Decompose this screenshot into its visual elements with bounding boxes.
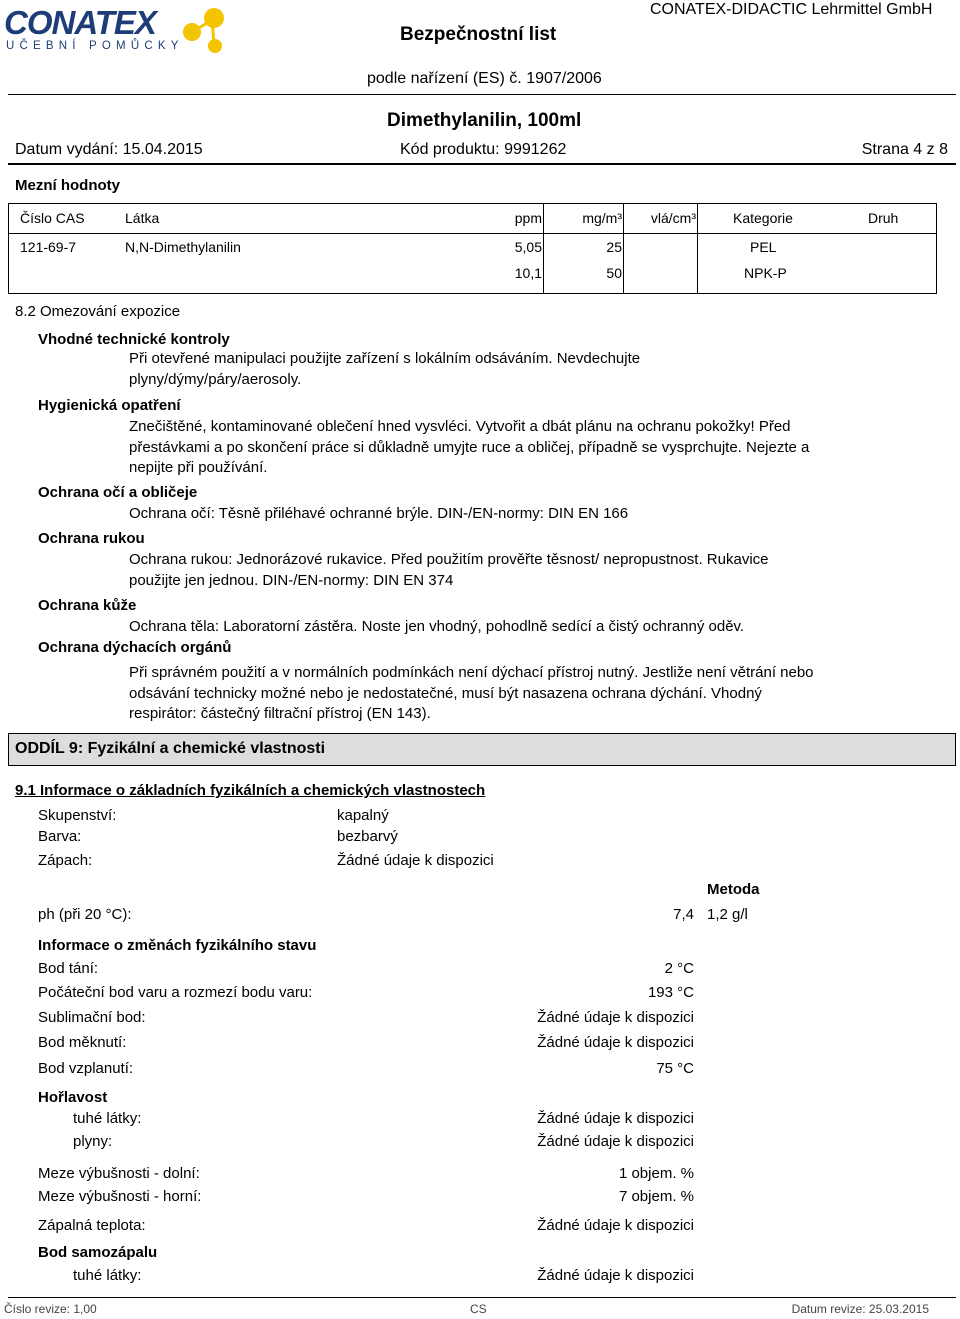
uel-value: 7 objem. % [618, 1188, 694, 1205]
col-divider [623, 204, 624, 293]
color-value: bezbarvý [337, 828, 398, 845]
soft-value: Žádné údaje k dispozici [537, 1034, 694, 1051]
section91-title: 9.1 Informace o základních fyzikálních a chemických vlastnostech [15, 782, 486, 799]
lel-label: Meze výbušnosti - dolní: [38, 1165, 200, 1182]
ph-label: ph (při 20 °C): [38, 906, 132, 923]
header-bottom-rule [8, 163, 956, 165]
cas-number: 121-69-7 [20, 239, 77, 255]
footer-divider [8, 1297, 956, 1298]
category-value: NPK-P [744, 265, 787, 281]
self-solid-label: tuhé látky: [73, 1267, 142, 1284]
ignition-label: Zápalná teplota: [38, 1217, 146, 1234]
resp-text: Při správném použití a v normálních podmínkách není dýchací přístroj nutný. Jestliže není větrání nebo odsávání technicky možné nebo je nedostatečné, musí být nasazena ochrana dýchání. Vhodný respirátor: částečný filtrační přístroj (EN 143). [129, 664, 814, 722]
subl-value: Žádné údaje k dispozici [537, 1009, 694, 1026]
col-header-mg: mg/m³ [582, 210, 622, 226]
method-header: Metoda [707, 881, 760, 898]
hygiene-text: Znečištěné, kontaminované oblečení hned vysvléci. Vytvořit a dbát plánu na ochranu pokožky! Před přestávkami a po skončení práce si důkladně umyjte ruce a obličej, případně se vysprchujte. Nejezte a nepijte při používání. [129, 418, 810, 476]
mg-value: 25 [606, 239, 622, 255]
header-divider [8, 94, 956, 95]
tech-title: Vhodné technické kontroly [38, 331, 230, 348]
section9-header [8, 733, 956, 766]
flam-solid-value: Žádné údaje k dispozici [537, 1110, 694, 1127]
exposure-title: 8.2 Omezování expozice [15, 303, 181, 320]
col-header-cas: Číslo CAS [20, 210, 85, 226]
col-header-type: Druh [868, 210, 899, 226]
product-name: Dimethylanilin, 100ml [387, 110, 582, 131]
logo-subtitle: UČEBNÍ POMŮCKY [6, 40, 184, 52]
tech-text: Při otevřené manipulaci použijte zařízení s lokálním odsáváním. Nevdechujte plyny/dýmy/páry/aerosoly. [129, 350, 641, 388]
uel-label: Meze výbušnosti - horní: [38, 1188, 202, 1205]
phase-title: Informace o změnách fyzikálního stavu [38, 937, 317, 954]
hygiene-title: Hygienická opatření [38, 397, 181, 414]
flam-gas-value: Žádné údaje k dispozici [537, 1133, 694, 1150]
col-divider [697, 204, 698, 293]
col-divider [543, 204, 544, 293]
limits-header-rule [8, 233, 937, 234]
section9-title: ODDÍL 9: Fyzikální a chemické vlastnosti [15, 740, 326, 757]
flam-gas-label: plyny: [73, 1133, 113, 1150]
flash-label: Bod vzplanutí: [38, 1060, 134, 1077]
flam-solid-label: tuhé látky: [73, 1110, 142, 1127]
melt-label: Bod tání: [38, 960, 99, 977]
mg-value: 50 [606, 265, 622, 281]
boil-label: Počáteční bod varu a rozmezí bodu varu: [38, 984, 313, 1001]
hand-title: Ochrana rukou [38, 530, 145, 547]
document-title: Bezpečnostní list [400, 24, 557, 45]
resp-title: Ochrana dýchacích orgánů [38, 639, 232, 656]
revision-number: Číslo revize: 1,00 [4, 1302, 97, 1316]
self-solid-value: Žádné údaje k dispozici [537, 1267, 694, 1284]
regulation: podle nařízení (ES) č. 1907/2006 [367, 70, 602, 87]
state-label: Skupenství: [38, 807, 117, 824]
eye-title: Ochrana očí a obličeje [38, 484, 198, 501]
col-header-fib: vlá/cm³ [650, 210, 696, 226]
subl-label: Sublimační bod: [38, 1009, 146, 1026]
ph-method: 1,2 g/l [707, 906, 748, 923]
limits-title: Mezní hodnoty [15, 177, 120, 194]
company-name: CONATEX-DIDACTIC Lehrmittel GmbH [650, 1, 933, 18]
col-header-ppm: ppm [514, 210, 542, 226]
melt-value: 2 °C [664, 960, 694, 977]
col-header-substance: Látka [125, 210, 160, 226]
soft-label: Bod měknutí: [38, 1034, 127, 1051]
language-code: CS [470, 1302, 487, 1316]
state-value: kapalný [337, 807, 389, 824]
flash-value: 75 °C [656, 1060, 694, 1077]
eye-text: Ochrana očí: Těsně přiléhavé ochranné brýle. DIN-/EN-normy: DIN EN 166 [129, 505, 629, 522]
page-number: Strana 4 z 8 [861, 141, 948, 158]
ignition-value: Žádné údaje k dispozici [537, 1217, 694, 1234]
col-header-category: Kategorie [733, 210, 793, 226]
ph-value: 7,4 [673, 906, 694, 923]
category-value: PEL [750, 239, 777, 255]
odor-value: Žádné údaje k dispozici [337, 852, 494, 869]
lel-value: 1 objem. % [618, 1165, 694, 1182]
odor-label: Zápach: [38, 852, 93, 869]
company-logo [4, 2, 229, 57]
skin-title: Ochrana kůže [38, 597, 137, 614]
ppm-value: 5,05 [514, 239, 542, 255]
hand-text: Ochrana rukou: Jednorázové rukavice. Před použitím prověřte těsnost/ nepropustnost. Rukavice použijte jen jednou. DIN-/EN-normy: DIN EN 374 [129, 551, 769, 589]
skin-text: Ochrana těla: Laboratorní zástěra. Noste jen vhodný, pohodlně sedící a čistý ochranný oděv. [129, 618, 745, 635]
flammability-title: Hořlavost [38, 1089, 108, 1106]
self-ignition-title: Bod samozápalu [38, 1244, 158, 1261]
color-label: Barva: [38, 828, 82, 845]
product-code: Kód produktu: 9991262 [400, 141, 567, 158]
boil-value: 193 °C [647, 984, 694, 1001]
ppm-value: 10,1 [514, 265, 542, 281]
issue-date: Datum vydání: 15.04.2015 [15, 141, 203, 158]
substance-name: N,N-Dimethylanilin [125, 239, 241, 255]
revision-date: Datum revize: 25.03.2015 [791, 1302, 929, 1316]
logo-wordmark: CONATEX [4, 4, 156, 41]
